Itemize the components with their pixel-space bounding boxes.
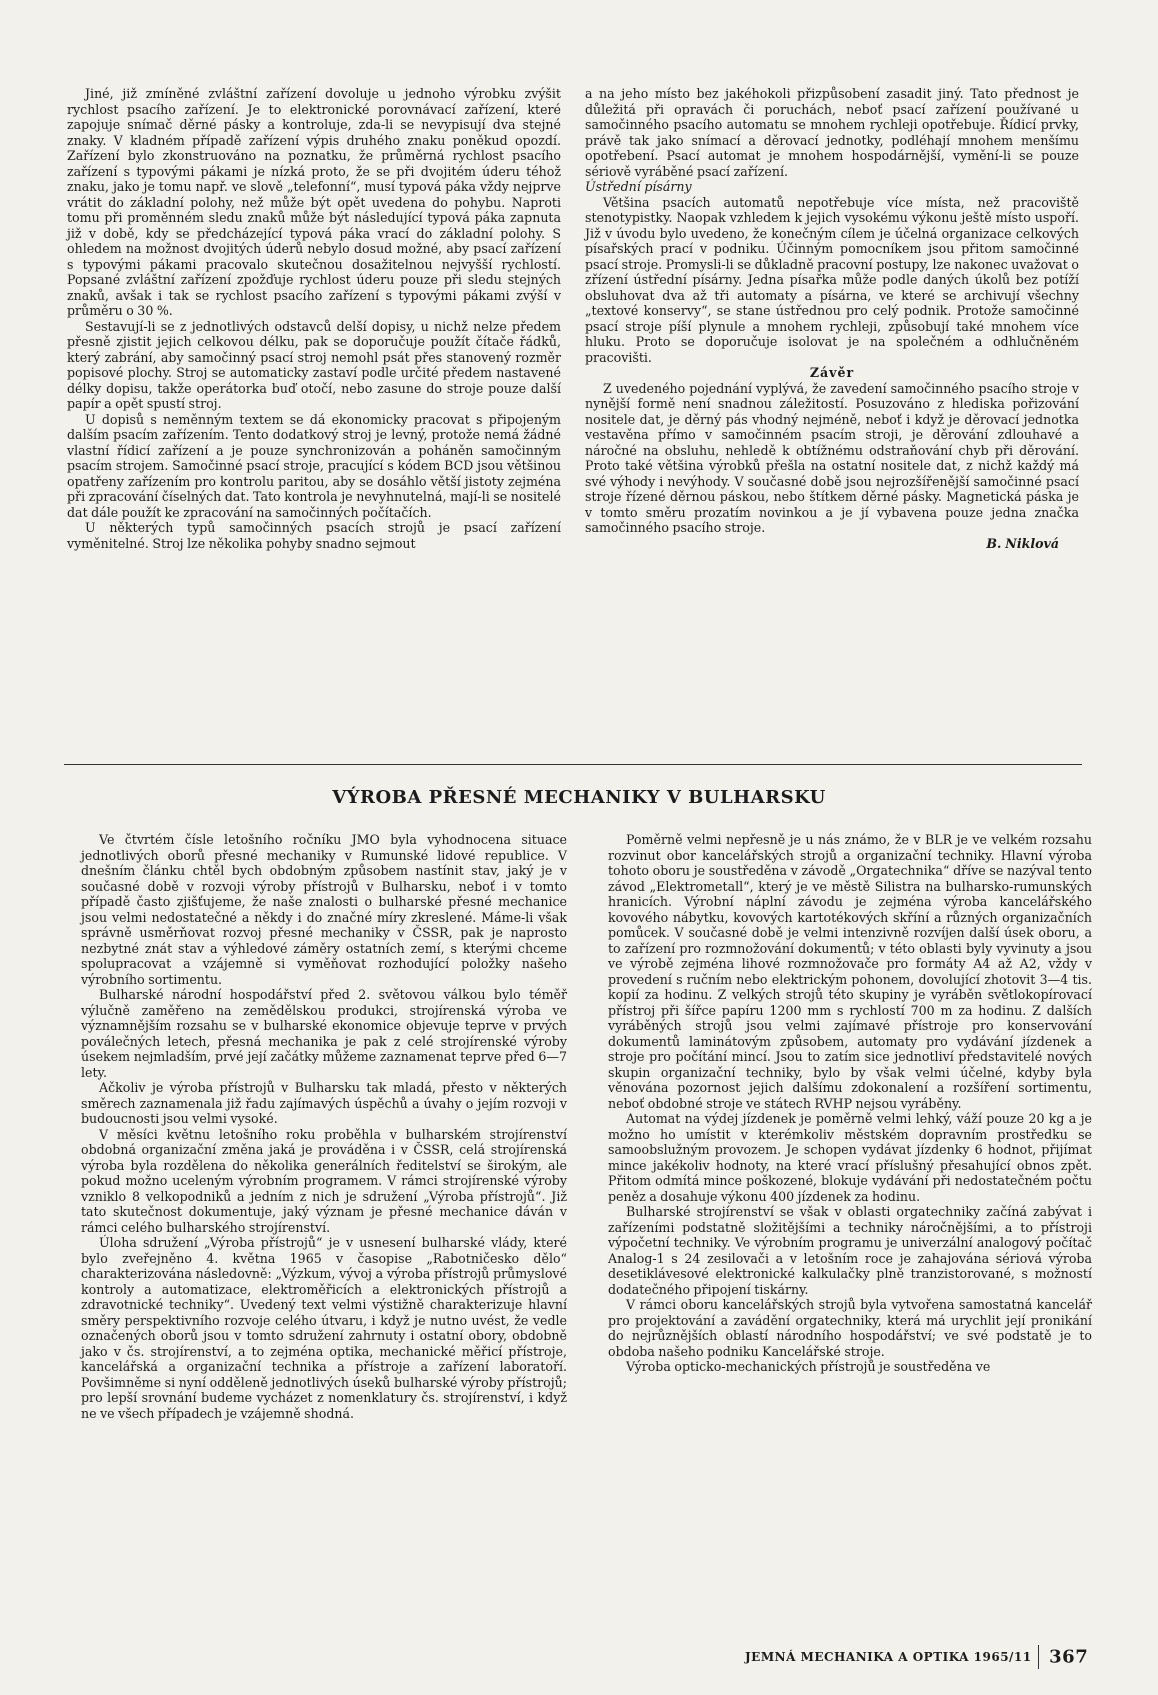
paragraph: Bulharské národní hospodářství před 2. světovou válkou bylo téměř výlučně zaměřeno na zemědělskou produkci, strojírenská výroba ve významnějším rozsahu se v bulharské ekonomice objevuje teprve v prvých poválečných letech, přesná mechanika je pak z celé strojírenské výroby úsekem nejmladším, prvé její začátky můžeme zaznamenat teprve před 6—7 lety.	[81, 987, 567, 1080]
paragraph: Automat na výdej jízdenek je poměrně velmi lehký, váží pouze 20 kg a je možno ho umístit v kterémkoliv městském dopravním prostředku se samoobslužným provozem. Je schopen vydávat jízdenky 6 hodnot, přijímat mince jakékoliv hodnoty, na které vrací příslušný přesahující obnos zpět. Přitom odmítá mince poškozené, blokuje vydávání při nedostatečném počtu peněz a dosahuje výkonu 400 jízdenek za hodinu.	[608, 1111, 1092, 1204]
paragraph: Většina psacích automatů nepotřebuje více místa, než pracoviště stenotypistky. Naopak vzhledem k jejich vysokému výkonu ještě místo uspoří. Již v úvodu bylo uvedeno, že konečným cílem je účelná organizace celkových písařských prací v podniku. Účinným pomocníkem jsou přitom samočinné psací stroje. Promysli-li se důkladně pracovní postupy, lze nakonec uvažovat o zřízení ústřední písárny. Jedna písařka může podle daných úkolů bez potíží obsluhovat dva až tři automaty a písárna, ve které se archivují všechny „textové konservy“, se stane ústřednou pro celý podnik. Protože samočinné psací stroje píší plynule a mnohem rychleji, způsobují také mnohem více hluku. Proto se doporučuje isolovat je na společném a odhlučněném pracovišti.	[585, 194, 1079, 365]
paragraph: Jiné, již zmíněné zvláštní zařízení dovoluje u jednoho výrobku zvýšit rychlost psacího zařízení. Je to elektronické porovnávací zařízení, které zapojuje snímač děrné pásky a kontroluje, zda-li se nevypisují dva stejné znaky. V kladném případě zařízení výpis druhého znaku poněkud opozdí. Zařízení bylo zkonstruováno na poznatku, že průměrná rychlost psacího zařízení s typovými pákami je nízká proto, že se při dvojitém úderu téhož znaku, jako je tomu např. ve slově „telefonní“, musí typová páka vždy nejprve vrátit do základní polohy, než může být opět uvedena do pohybu. Naproti tomu při proměnném sledu znaků může být následující typová páka zapnuta již v době, kdy se předcházející typová páka vrací do základní polohy. S ohledem na možnost dvojitých úderů nebylo dosud možné, aby psací zařízení s typovými pákami pracovalo skutečnou dosažitelnou nejvyšší rychlostí. Popsané zvláštní zařízení zpožďuje rychlost úderu pouze při sledu stejných znaků, avšak i tak se rychlost psacího zařízení s typovými pákami zvýší v průměru o 30 %.	[67, 86, 561, 318]
heading-conclusion: Závěr	[809, 365, 855, 380]
paragraph: U některých typů samočinných psacích strojů je psací zařízení vyměnitelné. Stroj lze několika pohyby snadno sejmout	[67, 520, 561, 551]
author-signature: B. Niklová	[986, 535, 1059, 551]
paragraph: V rámci oboru kancelářských strojů byla vytvořena samostatná kancelář pro projektování a zavádění orgatechniky, která má urychlit její pronikání do nejrůznějších oblastí národního hospodářství; ve své podstatě je to obdoba našeho podniku Kancelářské stroje.	[608, 1297, 1092, 1359]
top-left-column	[67, 86, 561, 551]
paragraph: Poměrně velmi nepřesně je u nás známo, že v BLR je ve velkém rozsahu rozvinut obor kancelářských strojů a organizační techniky. Hlavní výroba tohoto oboru je soustředěna v závodě „Orgatechnika“ dříve se nazýval tento závod „Elektrometall“, který je ve městě Silistra na bulharsko-rumunských hranicích. Výrobní náplní závodu je zejména výroba kancelářského kovového nábytku, kovových kartotékových skříní a různých organizačních pomůcek. V současné době je velmi intenzivně rozvíjen další úsek oboru, a to zařízení pro rozmnožování dokumentů; v této oblasti byly vyvinuty a jsou ve výrobě zejména lihové rozmnožovače pro formáty A4 až A2, vždy v provedení s ručním nebo elektrickým pohonem, dovolující zhotovit 3—4 tis. kopií za hodinu. Z velkých strojů této skupiny je vyráběn světlokopírovací přístroj při šířce papíru 1200 mm s rychlostí 700 m za hodinu. Z dalších vyráběných strojů jsou velmi zajímavé přístroje pro konservování dokumentů laminátovým způsobem, automaty pro vydávání jízdenek a stroje pro počítání mincí. Jsou to zatím sice jednotliví představitelé nových skupin organizační techniky, bylo by však velmi účelné, kdyby byla věnována pozornost jejich dalšímu zdokonalení a rozšíření sortimentu, neboť obdobné stroje ve státech RVHP nejsou vyráběny.	[608, 832, 1092, 1111]
bottom-right-column	[608, 832, 1092, 1375]
bottom-left-column	[81, 832, 567, 1421]
page-footer	[745, 1645, 1090, 1669]
journal-name: JEMNÁ MECHANIKA A OPTIKA 1965/11	[745, 1650, 1032, 1664]
paragraph: Výroba opticko-mechanických přístrojů je soustředěna ve	[626, 1359, 991, 1374]
page-number: 367	[1049, 1646, 1089, 1668]
paragraph: Bulharské strojírenství se však v oblasti orgatechniky začíná zabývat i zařízeními podstatně složitějšími a techniky náročnějšími, a to přístroji výpočetní techniky. Ve výrobním programu je univerzální analogový počítač Analog-1 s 24 zesilovači a v letošním roce je zahajována sériová výroba desetiklávesové elektronické kalkulačky plně tranzistorované, s možností dodatečného připojení tiskárny.	[608, 1204, 1092, 1297]
paragraph: Sestavují-li se z jednotlivých odstavců delší dopisy, u nichž nelze předem přesně zjistit jejich celkovou délku, pak se doporučuje použít čítače řádků, který zabrání, aby samočinný psací stroj nemohl psát přes stanovený rozměr popisové plochy. Stroj se automaticky zastaví podle určité předem nastavené délky dopisu, takže operátorka buď otočí, nebo zasune do stroje pouze další papír a opět spustí stroj.	[67, 318, 561, 411]
paragraph: V měsíci květnu letošního roku proběhla v bulharském strojírenství obdobná organizační změna jaká je prováděna i v ČSSR, celá strojírenská výroba byla rozdělena do několika generálních ředitelství se širokým, ale pokud možno uceleným výrobním programem. V rámci strojírenské výroby vzniklo 8 velkopodniků a jedním z nich je sdružení „Výroba přístrojů“. Již tato skutečnost dokumentuje, jaký význam je přesné mechanice dáván v rámci celého bulharského strojírenství.	[81, 1126, 567, 1235]
paragraph: Ačkoliv je výroba přístrojů v Bulharsku tak mladá, přesto v některých směrech zaznamenala již řadu zajímavých úspěchů a úvahy o jejím rozvoji v budoucnosti jsou velmi vysoké.	[81, 1080, 567, 1126]
footer-separator	[1038, 1645, 1040, 1669]
paragraph: Ve čtvrtém čísle letošního ročníku JMO byla vyhodnocena situace jednotlivých oborů přesné mechaniky v Rumunské lidové republice. V dnešním článku chtěl bych obdobným způsobem nastínit stav, jaký je v současné době v rozvoji výroby přístrojů v Bulharsku, neboť i v tomto případě často zjišťujeme, že naše znalosti o bulharské přesné mechanice jsou velmi nedostatečné a někdy i do značné míry zkreslené. Máme-li však správně usměrňovat rozvoj přesné mechaniky v ČSSR, pak je naprosto nezbytné znát stav a výhledové záměry ostatních zemí, s kterými chceme spolupracovat a vzájemně si vyměňovat rozhodující položky našeho výrobního sortimentu.	[81, 832, 567, 987]
section-divider	[64, 764, 1082, 765]
subheading-central-typing-pool: Ústřední písárny	[585, 179, 692, 194]
top-right-column	[585, 86, 1079, 551]
paragraph: Úloha sdružení „Výroba přístrojů“ je v usnesení bulharské vlády, které bylo zveřejněno 4. května 1965 v časopise „Rabotničesko dělo“ charakterizována následovně: „Výzkum, vývoj a výroba přístrojů průmyslové kontroly a automatizace, elektroměřicích a elektronických přístrojů a zdravotnické techniky“. Uvedený text velmi výstižně charakterizuje hlavní směry perspektivního rozvoje celého útvaru, i když je nutno uvést, že vedle označených oborů jsou v tomto sdružení zahrnuty i ostatní obory, obdobně jako v čs. strojírenství, a to zejména optika, mechanické měřicí přístroje, kancelářská a organizační technika a přístroje a zařízení laboratoří. Povšimněme si nyní odděleně jednotlivých úseků bulharské výroby přístrojů; pro lepší srovnání budeme vycházet z nomenklatury čs. strojírenství, i když ne ve všech případech je vzájemně shodná.	[81, 1235, 567, 1421]
article-title: VÝROBA PŘESNÉ MECHANIKY V BULHARSKU	[332, 787, 826, 808]
paragraph: Z uvedeného pojednání vyplývá, že zavedení samočinného psacího stroje v nynější formě není snadnou záležitostí. Posuzováno z hlediska pořizování nositele dat, je děrný pás vhodný nejméně, neboť i když je děrovací jednotka vestavěna přímo v samočinném psacím stroji, je děrování zdlouhavé a náročné na obsluhu, nehledě k obtížnému odstraňování chyb při děrování. Proto také většina výrobků přešla na ostatní nositele dat, z nichž každý má své výhody i nevýhody. V současné době jsou nejrozšířenější samočinné psací stroje řízené děrnou páskou, nebo štítkem děrné pásky. Magnetická páska je v tomto směru prozatím novinkou a je jí vybavena pouze jedna značka samočinného psacího stroje.	[585, 380, 1079, 535]
paragraph: U dopisů s neměnným textem se dá ekonomicky pracovat s připojeným dalším psacím zařízením. Tento dodatkový stroj je levný, protože nemá žádné vlastní řídicí zařízení a je pouze synchronizován a poháněn samočinným psacím strojem. Samočinné psací stroje, pracující s kódem BCD jsou většinou opatřeny zařízením pro kontrolu paritou, aby se dosáhlo větší jistoty zejména při zpracování číselných dat. Tato kontrola je nevyhnutelná, mají-li se nositelé dat dále použít ke zpracování na samočinných počítačích.	[67, 411, 561, 520]
paragraph: a na jeho místo bez jakéhokoli přizpůsobení zasadit jiný. Tato přednost je důležitá při opravách či poruchách, neboť psací zařízení používané u samočinného psacího automatu se mnohem rychleji opotřebuje. Řídicí prvky, právě tak jako snímací a děrovací jednotky, podléhají mnohem menšímu opotřebení. Psací automat je mnohem hospodárnější, vymění-li se pouze sériově vyráběné psací zařízení.	[585, 86, 1079, 179]
